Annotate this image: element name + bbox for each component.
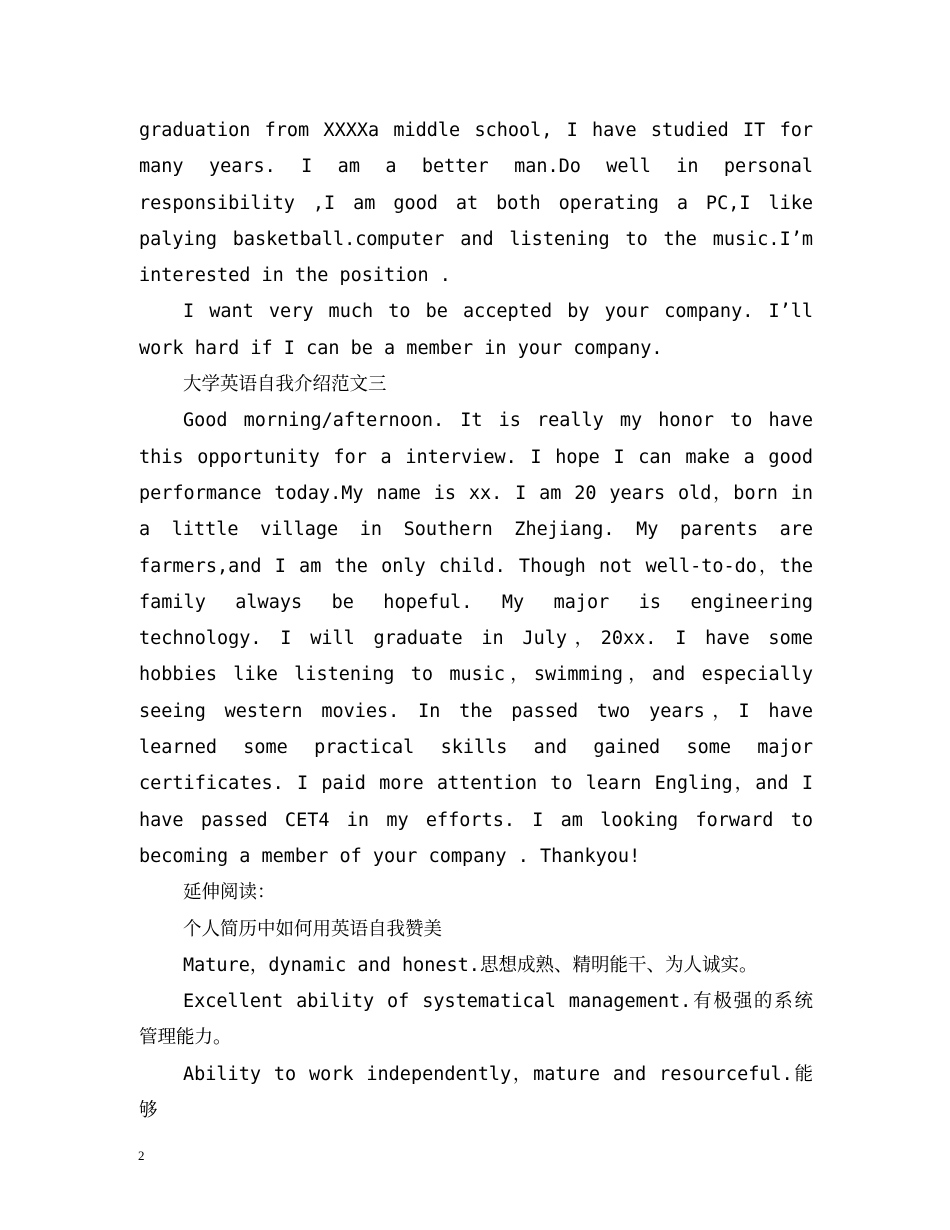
extended-reading-title: 个人简历中如何用英语自我赞美 bbox=[183, 918, 443, 940]
sample3-heading: 大学英语自我介绍范文三 bbox=[183, 374, 387, 396]
page-number: 2 bbox=[138, 1148, 145, 1163]
intro-continuation-paragraph: graduation from XXXXa middle school, I have studied IT for many years. I am a better man.Do well in personal responsibility ,I am good at both operating a PC,I like palying basketball.computer and listening to the music.I’m interested in the position . bbox=[139, 120, 813, 287]
closing-paragraph: I want very much to be accepted by your company. I’ll work hard if I can be a member in your company. bbox=[139, 301, 813, 359]
phrase-management: Excellent ability of systematical management.有极强的系统管理能力。 bbox=[139, 991, 813, 1049]
sample3-body-paragraph: Good morning/afternoon. It is really my honor to have this opportunity for a interview. I hope I can make a good performance today.My name is xx. I am 20 years old，born in a little village in Southern Zhejiang. My parents are farmers,and I am the only child. Though not well-to-do，the family always be hopeful. My major is engineering technology. I will graduate in July，20xx. I have some hobbies like listening to music，swimming，and especially seeing western movies. In the passed two years，I have learned some practical skills and gained some major certificates. I paid more attention to learn Engling，and I have passed CET4 in my efforts. I am looking forward to becoming a member of your company . Thankyou! bbox=[139, 410, 813, 867]
extended-reading-label: 延伸阅读： bbox=[183, 882, 276, 904]
phrase-mature: Mature，dynamic and honest.思想成熟、精明能干、为人诚实。 bbox=[183, 954, 758, 976]
document-body bbox=[139, 113, 813, 1129]
phrase-independent: Ability to work independently，mature and resourceful.能够 bbox=[139, 1063, 813, 1122]
